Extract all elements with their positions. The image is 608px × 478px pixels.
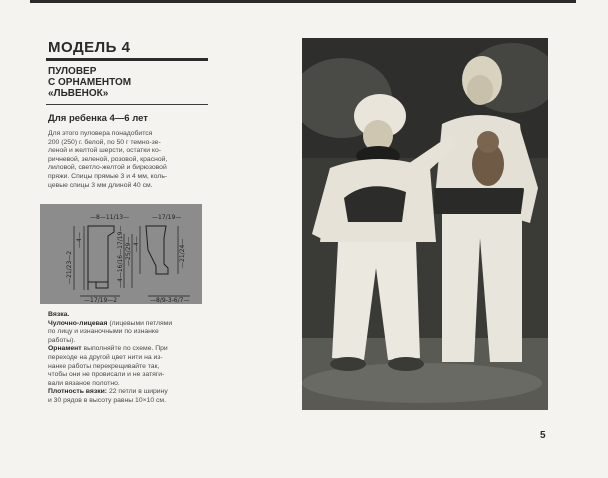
schematic-drawing [40,204,202,304]
density-desc: 22 петли в ширину [108,388,168,396]
materials-line: Для этого пуловера понадобится [48,130,153,137]
materials-line: пряжи. Спицы прямые 3 и 4 мм, коль- [48,172,168,180]
notes-line [48,345,212,354]
boy-shoe [388,357,424,371]
girl-sweater-band [434,188,528,214]
notes-line [48,388,212,397]
dim-label-bottom-right: —8/9-3-6/7— [150,297,190,304]
notes-line: чтобы они не провисали и не затяги- [48,371,165,379]
top-rule [30,0,576,3]
model-title: МОДЕЛЬ 4 [48,39,131,56]
dim-label-side: —4— [76,232,83,248]
dim-label-side: —21/24— [179,238,186,268]
stitch-name: Чулочно-лицевая [48,319,108,327]
pattern-subtitle [48,66,131,99]
bear-motif-head [477,131,499,153]
notes-line: нанке работы перекрещивайте так, [48,362,160,370]
ornament-title: Орнамент [48,345,82,353]
photo-illustration [302,38,548,410]
dim-label-side: —25/29— [125,236,132,266]
pattern-schematic [40,204,202,304]
title-divider [46,58,208,61]
knitting-notes [48,311,212,406]
hem-ribbing [96,282,108,288]
children-photo [302,38,548,410]
subtitle-line: «ЛЬВЕНОК» [48,88,109,99]
dim-label-side: —4— [133,236,140,252]
notes-line: по лицу и изнаночными по изнанке [48,328,159,336]
dim-label-bottom-left: —17/19—2 [84,297,118,304]
subtitle-line: С ОРНАМЕНТОМ [48,77,132,88]
notes-line [48,320,212,329]
materials-line: 200 (250) г. белой, по 50 г темно-зе- [48,138,161,146]
materials-line: цевые спицы 3 мм длиной 40 см. [48,181,153,189]
materials-line: леной и желтой шерсти, остатки ко- [48,147,162,155]
age-range: Для ребенка 4—6 лет [48,113,148,124]
notes-line: вали вязаное полотно. [48,379,120,387]
materials-line: лиловой, светло-желтой и бирюзовой [48,164,167,172]
dim-label-top-right: —17/19— [152,214,182,221]
sleeve-outline [146,226,168,274]
sweater-body-outline [88,226,114,290]
materials-text [48,130,208,190]
vyazka-title: Вязка. [48,311,70,318]
dim-label-side: —4—16/16—17/19— [117,225,124,288]
stitch-desc: (лицевыми петлями [109,319,173,327]
dim-label-top-left: —8—11/13— [90,214,130,221]
subtitle-divider [46,104,208,105]
notes-line: переходе на другой цвет нити на из- [48,353,163,361]
density-title: Плотность вязки: [48,388,108,396]
ornament-desc: выполняйте по схеме. При [83,345,168,353]
boy-shoe [330,357,366,371]
notes-line: работы). [48,336,76,344]
subtitle-line: ПУЛОВЕР [48,66,97,77]
page-number: 5 [540,430,546,441]
notes-heading [48,311,212,320]
girl-face [467,75,493,105]
materials-line: ричневой, зеленой, розовой, красной, [48,155,168,163]
notes-line: и 30 рядов в высоту равны 10×10 см. [48,396,166,404]
dim-label-side: —21/23—2 [66,250,73,284]
